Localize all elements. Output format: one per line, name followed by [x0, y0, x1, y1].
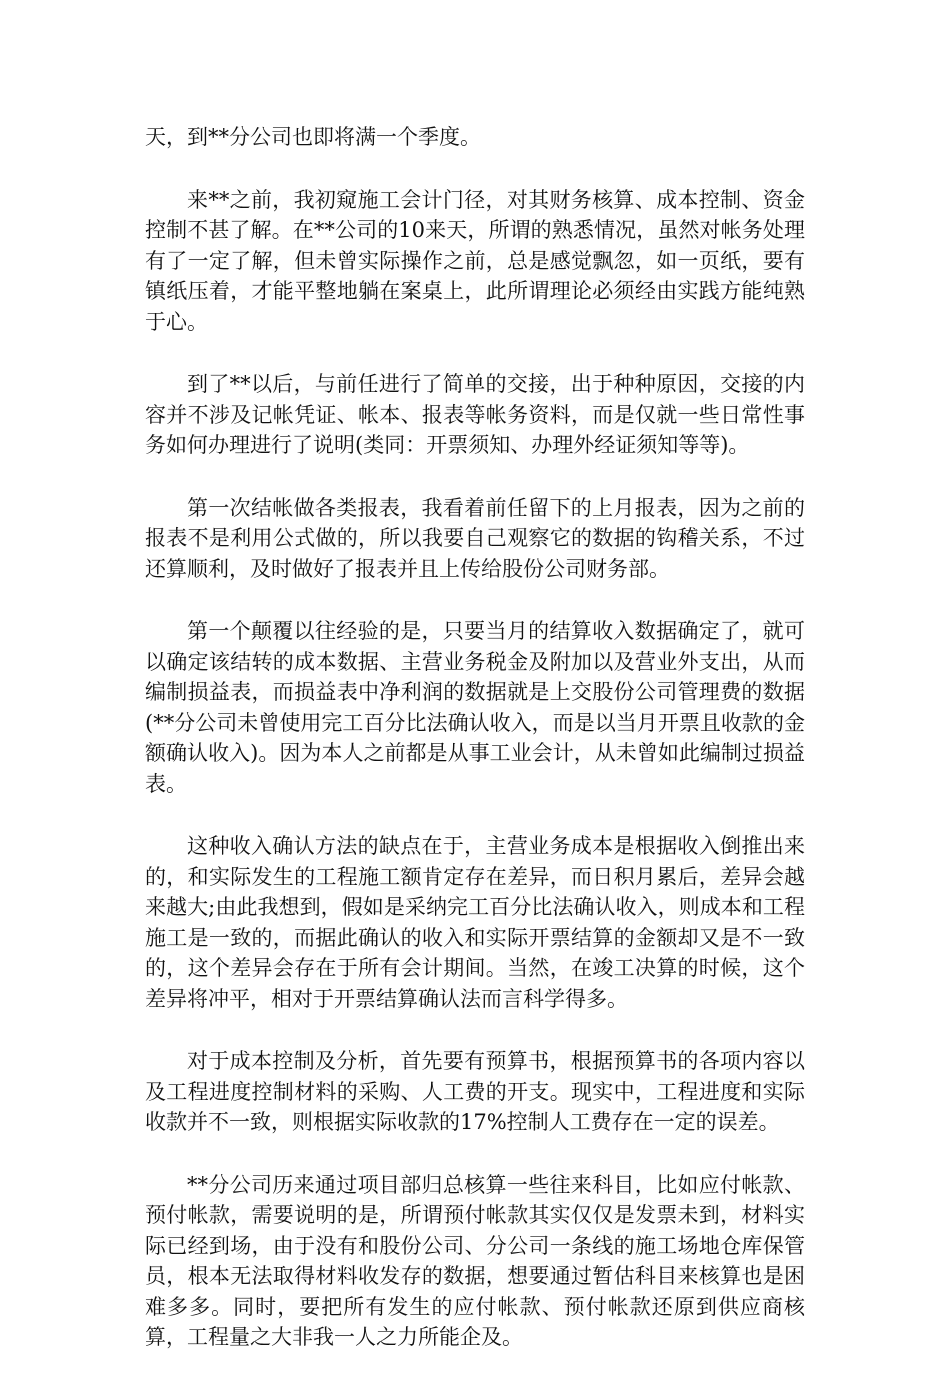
document-page — [145, 122, 805, 1385]
paragraph-income-statement: 第一个颠覆以往经验的是，只要当月的结算收入数据确定了，就可以确定该结转的成本数据、主营业务税金及附加以及营业外支出，从而编制损益表，而损益表中净利润的数据就是上交股份公司管理费的数据(**分公司未曾使用完工百分比法确认收入，而是以当月开票且收款的金额确认收入)。因为本人之前都是从事工业会计，从未曾如此编制过损益表。 — [145, 619, 805, 796]
paragraph-accounts: **分公司历来通过项目部归总核算一些往来科目，比如应付帐款、预付帐款，需要说明的是，所谓预付帐款其实仅仅是发票未到，材料实际已经到场，由于没有和股份公司、分公司一条线的施工场地仓库保管员，根本无法取得材料收发存的数据，想要通过暂估科目来核算也是困难多多。同时，要把所有发生的应付帐款、预付帐款还原到供应商核算，工程量之大非我一人之力所能企及。 — [145, 1172, 805, 1349]
paragraph-before-joining: 来**之前，我初窥施工会计门径，对其财务核算、成本控制、资金控制不甚了解。在**公司的10来天，所谓的熟悉情况，虽然对帐务处理有了一定了解，但未曾实际操作之前，总是感觉飘忽，如一页纸，要有镇纸压着，才能平整地躺在案桌上，此所谓理论必须经由实践方能纯熟于心。 — [145, 187, 805, 334]
paragraph-cost-control: 对于成本控制及分析，首先要有预算书，根据预算书的各项内容以及工程进度控制材料的采购、人工费的开支。现实中，工程进度和实际收款并不一致，则根据实际收款的17%控制人工费存在一定的误差。 — [145, 1049, 805, 1134]
paragraph-handover: 到了**以后，与前任进行了简单的交接，出于种种原因，交接的内容并不涉及记帐凭证、帐本、报表等帐务资料，而是仅就一些日常性事务如何办理进行了说明(类同：开票须知、办理外经证须知等等)。 — [145, 372, 805, 457]
paragraph-first-closing: 第一次结帐做各类报表，我看着前任留下的上月报表，因为之前的报表不是利用公式做的，所以我要自己观察它的数据的钩稽关系，不过还算顺利，及时做好了报表并且上传给股份公司财务部。 — [145, 495, 805, 581]
paragraph-continuation: 天，到**分公司也即将满一个季度。 — [145, 125, 481, 149]
paragraph-revenue-recognition: 这种收入确认方法的缺点在于，主营业务成本是根据收入倒推出来的，和实际发生的工程施工额肯定存在差异，而日积月累后，差异会越来越大;由此我想到，假如是采纳完工百分比法确认收入，则成本和工程施工是一致的，而据此确认的收入和实际开票结算的金额却又是不一致的，这个差异会存在于所有会计期间。当然，在竣工决算的时候，这个差异将冲平，相对于开票结算确认法而言科学得多。 — [145, 834, 805, 1011]
